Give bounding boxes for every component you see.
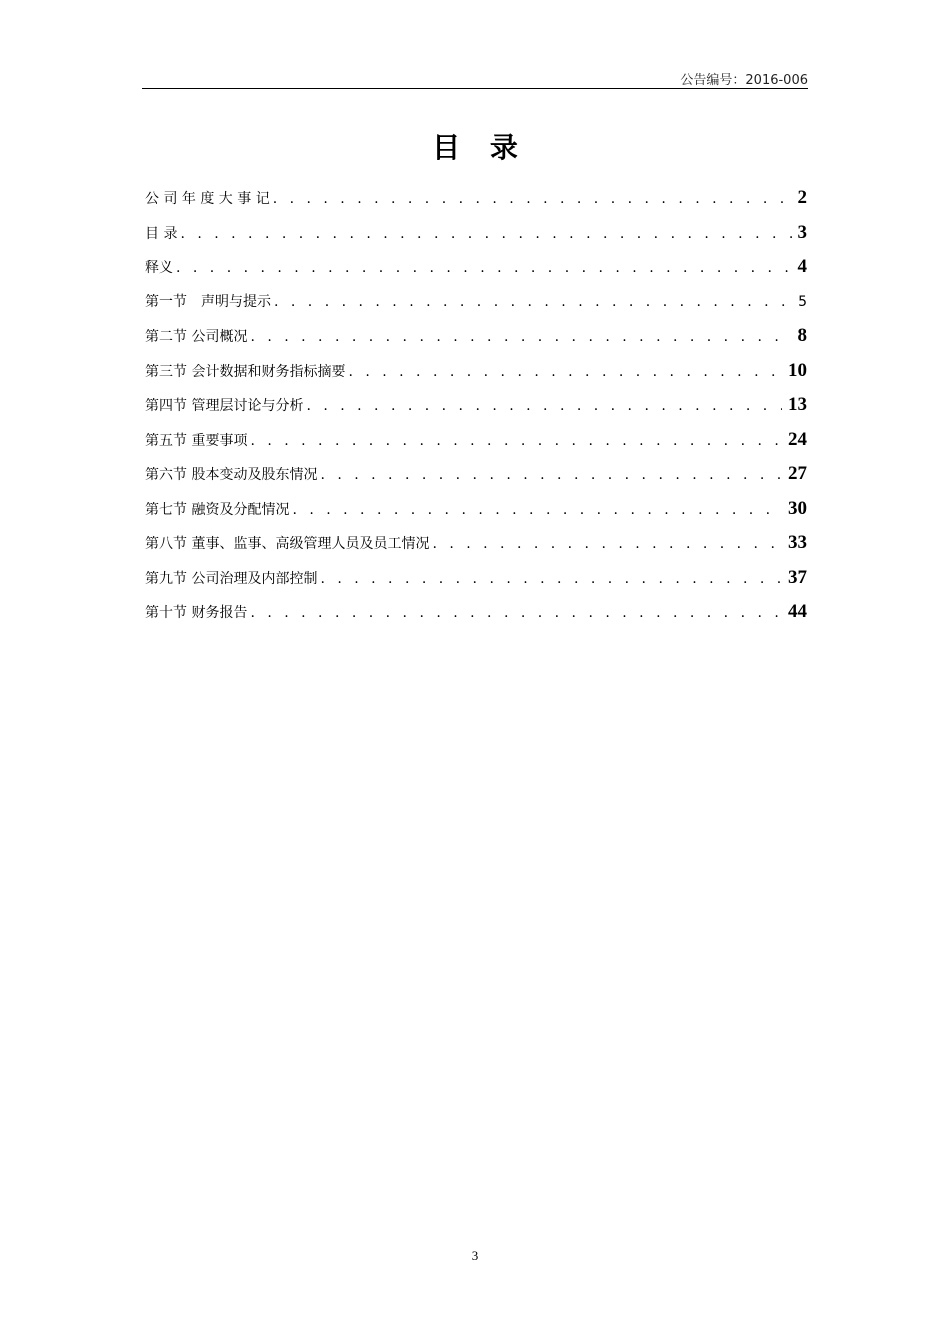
toc-dot-leader xyxy=(274,288,792,316)
toc-entry-label: 第十节 财务报告 xyxy=(145,605,248,621)
toc-dot-leader xyxy=(180,220,791,248)
toc-entry-section-1[interactable] xyxy=(145,288,807,323)
toc-entry-label: 目 录 xyxy=(145,225,178,242)
toc-entry-definitions[interactable] xyxy=(145,253,807,288)
toc-dot-leader xyxy=(292,496,782,524)
toc-entry-section-10[interactable] xyxy=(145,598,807,633)
toc-entry-label: 第六节 股本变动及股东情况 xyxy=(145,467,318,483)
toc-entry-label: 公 司 年 度 大 事 记 xyxy=(145,191,270,207)
toc-entry-section-8[interactable] xyxy=(145,529,807,564)
toc-entry-page: 8 xyxy=(797,325,807,346)
toc-entry-label: 第二节 公司概况 xyxy=(145,329,248,345)
toc-entry-label: 释义 xyxy=(145,260,173,276)
toc-dot-leader xyxy=(432,530,782,558)
toc-dot-leader xyxy=(348,358,782,386)
toc-dot-leader xyxy=(176,254,792,282)
toc-entry-page: 5 xyxy=(798,293,807,310)
toc-entry-contents[interactable] xyxy=(145,219,807,254)
notice-number: 公告编号：2016-006 xyxy=(680,73,808,88)
toc-entry-label: 第三节 会计数据和财务指标摘要 xyxy=(145,363,346,380)
toc-entry-section-5[interactable] xyxy=(145,426,807,461)
toc-entry-label: 第八节 董事、监事、高级管理人员及员工情况 xyxy=(145,536,430,552)
table-of-contents xyxy=(145,184,807,633)
toc-title: 目 录 xyxy=(432,131,528,164)
toc-dot-leader xyxy=(250,323,791,351)
toc-dot-leader xyxy=(250,427,782,455)
toc-entry-section-9[interactable] xyxy=(145,564,807,599)
toc-entry-label: 第九节 公司治理及内部控制 xyxy=(145,570,318,587)
toc-entry-page: 10 xyxy=(788,359,807,381)
toc-entry-page: 2 xyxy=(797,187,807,208)
toc-dot-leader xyxy=(306,392,782,420)
toc-dot-leader xyxy=(320,565,782,593)
toc-dot-leader xyxy=(250,599,782,627)
toc-entry-page: 24 xyxy=(788,428,807,450)
toc-entry-events[interactable] xyxy=(145,184,807,219)
toc-entry-page: 37 xyxy=(788,566,807,588)
toc-entry-label: 第四节 管理层讨论与分析 xyxy=(145,398,304,414)
toc-dot-leader xyxy=(320,461,782,489)
toc-entry-page: 13 xyxy=(788,394,807,415)
toc-entry-page: 33 xyxy=(788,532,807,553)
toc-entry-section-4[interactable] xyxy=(145,391,807,426)
toc-entry-label: 第五节 重要事项 xyxy=(145,432,248,449)
toc-entry-section-3[interactable] xyxy=(145,357,807,392)
page-header xyxy=(142,66,808,89)
toc-entry-page: 3 xyxy=(797,221,807,243)
toc-entry-page: 30 xyxy=(788,497,807,519)
page-number: 3 xyxy=(471,1248,479,1263)
toc-entry-label: 第七节 融资及分配情况 xyxy=(145,501,290,518)
toc-entry-page: 27 xyxy=(788,463,807,484)
toc-entry-label: 第一节 声明与提示 xyxy=(145,293,271,310)
toc-entry-page: 44 xyxy=(788,601,807,622)
toc-entry-page: 4 xyxy=(797,256,807,277)
toc-entry-section-2[interactable] xyxy=(145,322,807,357)
toc-entry-section-6[interactable] xyxy=(145,460,807,495)
toc-entry-section-7[interactable] xyxy=(145,495,807,530)
toc-dot-leader xyxy=(273,185,792,213)
